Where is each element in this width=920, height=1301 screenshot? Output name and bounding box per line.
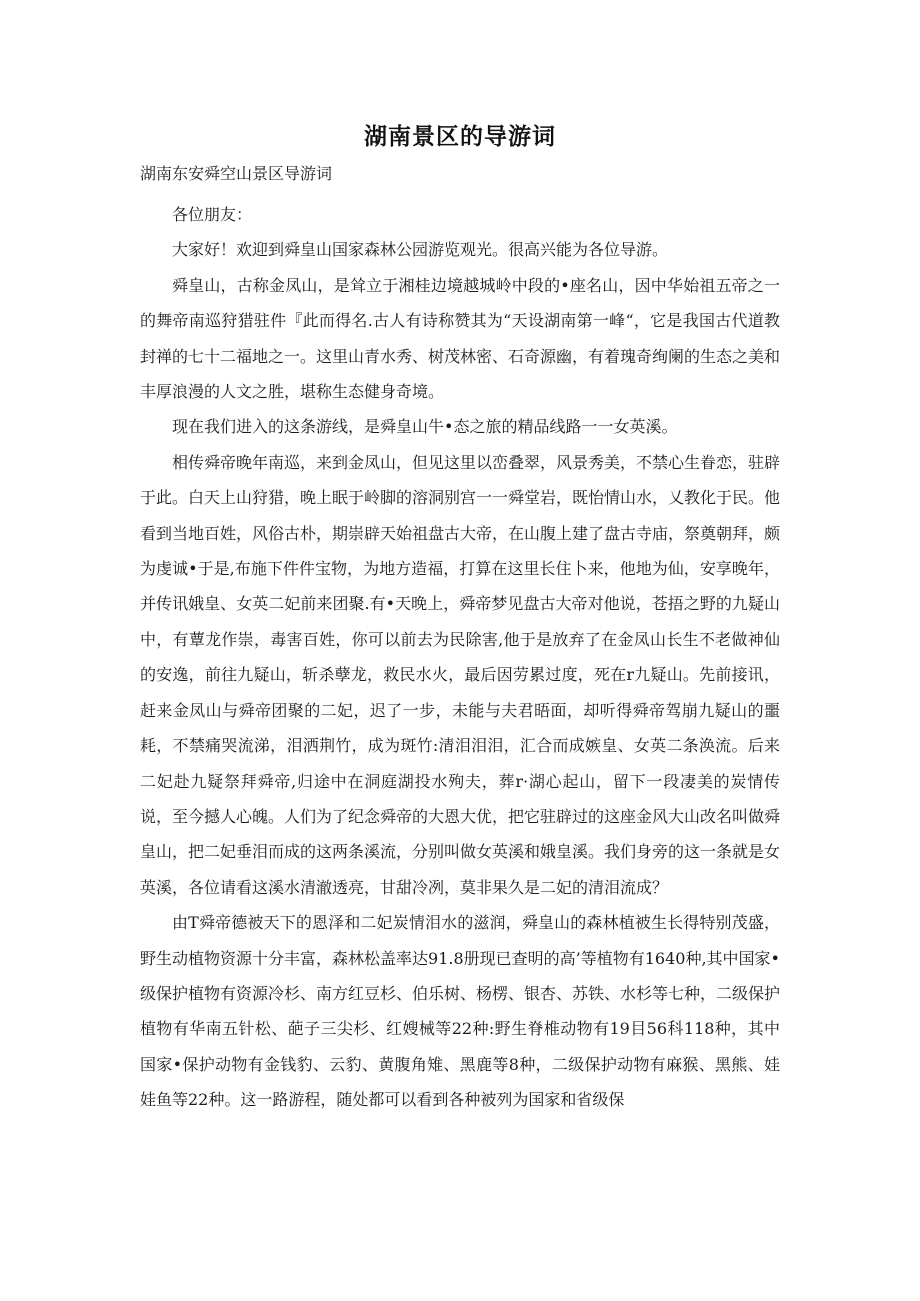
- paragraph-welcome: 大家好！欢迎到舜皇山国家森林公园游览观光。很高兴能为各位导游。: [172, 240, 669, 260]
- paragraph-greeting: 各位朋友：: [172, 205, 253, 224]
- document-body: [140, 197, 780, 1118]
- document-title: 湖南景区的导游词: [364, 124, 556, 150]
- document-subtitle: 湖南东安舜空山景区导游词: [140, 164, 333, 183]
- paragraph-legend: 相传舜帝晚年南巡，来到金凤山，但见这里以峦叠翠，风景秀美，不禁心生眷恋，驻辟于此。白天上山狩猎，晚上眠于岭脚的溶洞别宫一一舜堂岩，既怡情山水，乂教化于民。他看到当地百姓，风俗古朴，期崇辟天始祖盘古大帝，在山腹上建了盘古寺庙，祭奠朝拜，颇为虔诚•于是,布施下件件宝物，为地方造福，打算在这里长住卜来，他地为仙，安享晚年，并传讯娥皇、女英二妃前来团聚.有•天晚上，舜帝梦见盘古大帝对他说，苍捂之野的九疑山中，有蕈龙作崇，毒害百姓，你可以前去为民除害,他于是放弃了在金凤山长生不老做神仙的安逸，前往九疑山，斩杀孽龙，救民水火，最后因劳累过度，死在r九疑山。先前接讯，赶来金凤山与舜帝团聚的二妃，迟了一步，未能与夫君晤面，却听得舜帝驾崩九疑山的噩耗，不禁痛哭流涕，泪洒荆竹，成为斑竹:清泪泪泪，汇合而成嫉皇、女英二条涣流。后来二妃赴九疑祭拜舜帝,归途中在洞庭湖投水殉夫，葬r·湖心起山，留下一段凄美的炭情传说，至今撼人心魄。人们为了纪念舜帝的大恩大优，把它驻辟过的这座金风大山改名叫做舜皇山，把二妃垂泪而成的这两条溪流，分别叫做女英溪和娥皇溪。我们身旁的这一条就是女英溪，各位请看这溪水清澈透亮，甘甜冷冽，莫非果久是二妃的清泪流成？: [140, 452, 781, 897]
- paragraph-introduction: 舜皇山，古称金凤山，是耸立于湘桂边境越城岭中段的•座名山，因中华始祖五帝之一的舞帝南巡狩猎驻件『此而得名.古人有诗称赞其为“天设湖南第一峰“，它是我国古代道教封禅的七十二福地之一。这里山青水秀、树茂林密、石奇源幽，有着瑰奇绚阑的生态之美和丰厚浪漫的人文之胜，堪称生态健身奇境。: [140, 275, 781, 402]
- paragraph-route: 现在我们进入的这条游线，是舜皇山牛•态之旅的精品线路一一女英溪。: [172, 417, 678, 437]
- paragraph-ecology: 由T舜帝德被天下的恩泽和二妃炭情泪水的滋润，舜皇山的森林植被生长得特别茂盛，野生动植物资源十分丰富，森林松盖率达91.8册现已查明的高’等植物有1640种,其中国家•级保护植物有资源冷杉、南方红豆杉、伯乐树、杨楞、银杏、苏铁、水杉等七种，二级保护植物有华南五针松、葩子三尖杉、红嫂械等22种:野生脊椎动物有19目56科118种，其中国家•保护动物有金钱豹、云豹、黄腹角雉、黑鹿等8种，二级保护动物有麻猴、黑熊、娃娃鱼等22种。这一路游程，随处都可以看到各种被列为国家和省级保: [140, 913, 781, 1110]
